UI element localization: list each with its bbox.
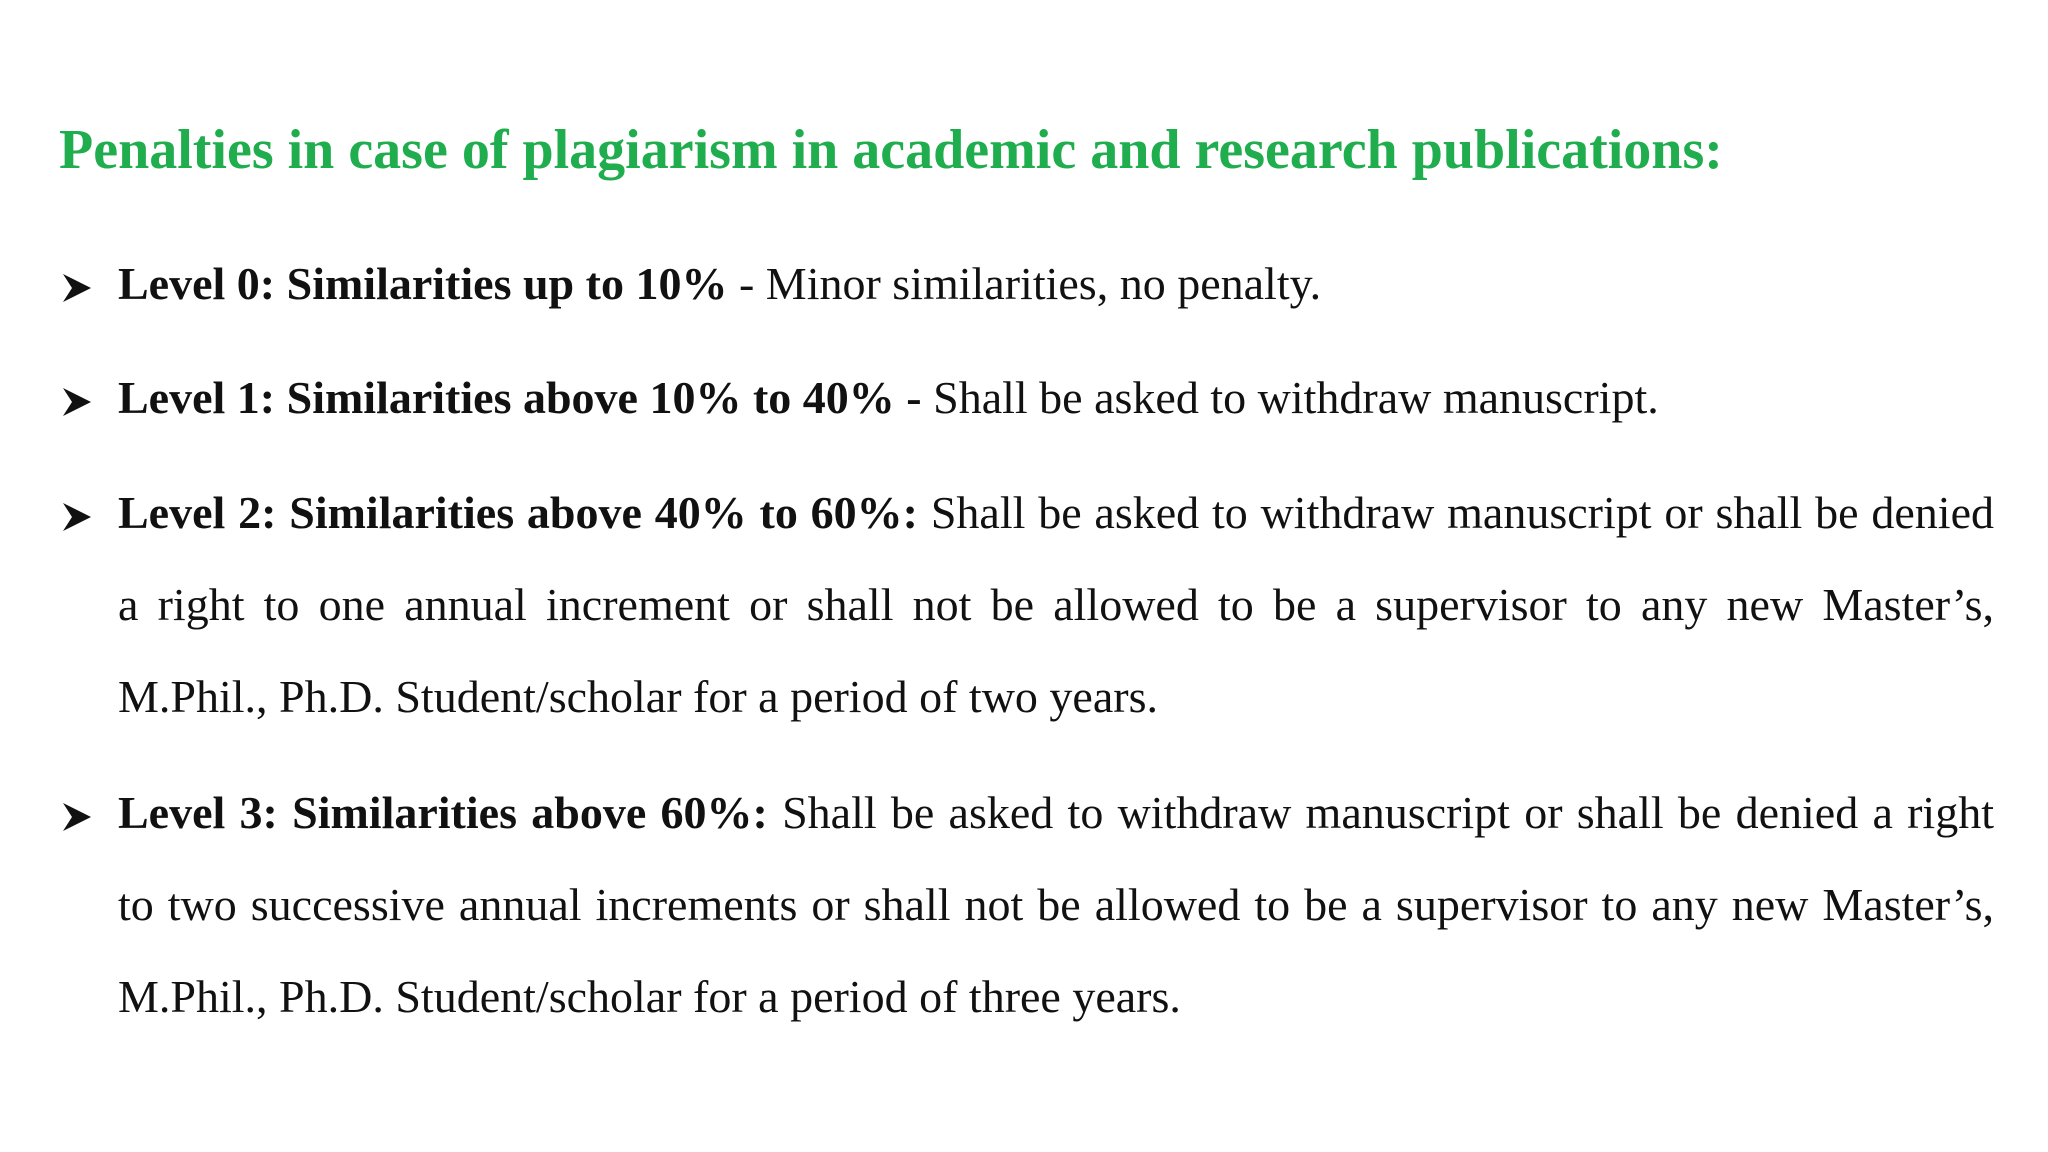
arrowhead-bullet-icon xyxy=(61,386,93,418)
bullet-text: Shall be asked to withdraw manuscript or shall be denied a right to two successive annual increments or shall not be allowed to be a supervisor to any new Master’s, M.Phil., Ph.D. Student/scholar for a period of three years. xyxy=(118,787,1994,1022)
bullet-label: Level 1: Similarities above 10% to 40% - xyxy=(118,372,922,423)
bullet-level-3 xyxy=(118,767,1994,1043)
bullet-label: Level 0: Similarities up to 10% xyxy=(118,258,728,309)
bullet-label: Level 2: Similarities above 40% to 60%: xyxy=(118,487,918,538)
bullet-label: Level 3: Similarities above 60%: xyxy=(118,787,768,838)
slide-title: Penalties in case of plagiarism in academic and research publications: xyxy=(59,119,1723,181)
bullet-text: Shall be asked to withdraw manuscript or shall be denied a right to one annual increment or shall not be allowed to be a supervisor to any new Master’s, M.Phil., Ph.D. Student/scholar for a period of two years. xyxy=(118,487,1994,722)
bullet-level-2 xyxy=(118,467,1994,743)
arrowhead-bullet-icon xyxy=(61,801,93,833)
bullet-text: Shall be asked to withdraw manuscript. xyxy=(921,372,1659,423)
arrowhead-bullet-icon xyxy=(61,272,93,304)
bullet-level-0 xyxy=(118,238,1994,330)
arrowhead-bullet-icon xyxy=(61,501,93,533)
bullet-level-1 xyxy=(118,352,1994,444)
bullet-text: - Minor similarities, no penalty. xyxy=(727,258,1322,309)
